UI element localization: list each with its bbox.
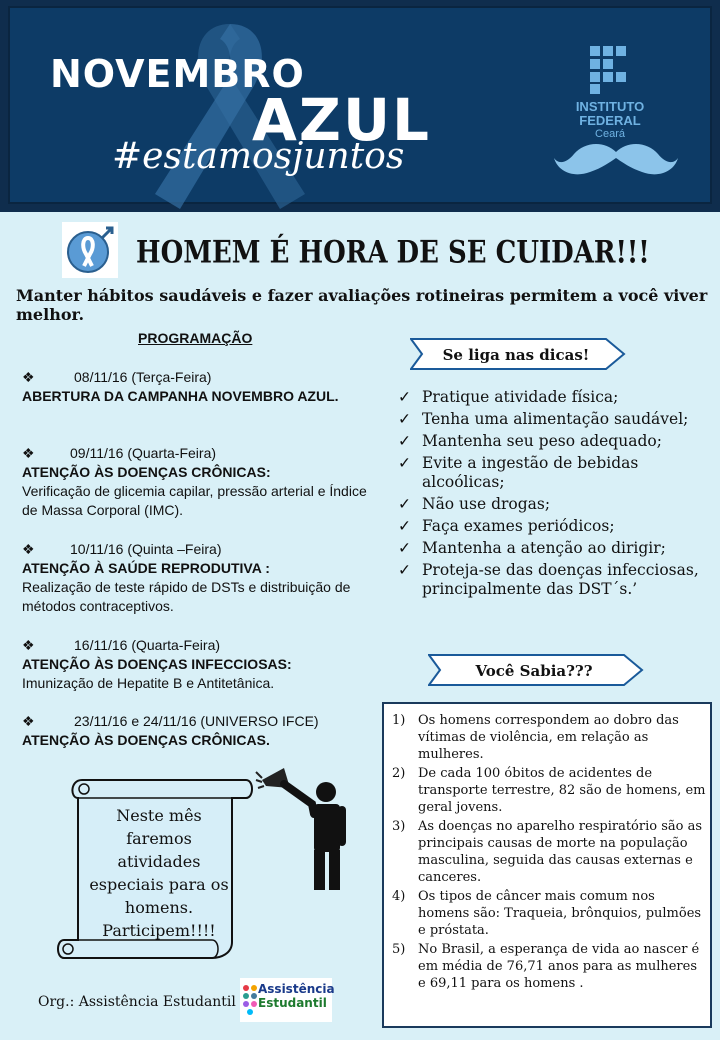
check-icon: ✓	[398, 517, 411, 535]
campaign-hashtag: #estamosjuntos	[112, 136, 405, 177]
schedule-event	[22, 444, 372, 520]
event-description: Imunização de Hepatite B e Antitetânica.	[22, 675, 275, 691]
fact-item: 4) Os tipos de câncer mais comum nos homens são: Traqueia, brônquios, pulmões e próstata.	[392, 889, 702, 938]
bullet-icon: ❖	[22, 713, 35, 729]
event-title: ATENÇÃO ÀS DOENÇAS INFECCIOSAS:	[22, 656, 292, 672]
bullet-icon: ❖	[22, 541, 35, 557]
fact-item: 1) Os homens correspondem ao dobro das vítimas de violência, em relação as mulheres.	[392, 713, 679, 762]
bullet-icon: ❖	[22, 637, 35, 653]
check-icon: ✓	[398, 561, 411, 579]
mustache-icon	[554, 140, 678, 180]
assistencia-estudantil-text: Assistência Estudantil	[258, 982, 335, 1010]
institute-name: INSTITUTO FEDERAL	[575, 99, 645, 128]
event-title: ABERTURA DA CAMPANHA NOVEMBRO AZUL.	[22, 388, 339, 404]
tips-title: Se liga nas dicas!	[442, 346, 590, 364]
schedule-event	[22, 540, 372, 616]
fact-item: 2) De cada 100 óbitos de acidentes de transporte terrestre, 82 são de homens, em geral jovens.	[392, 766, 706, 815]
event-description: Realização de teste rápido de DSTs e distribuição de métodos contraceptivos.	[22, 579, 351, 614]
schedule-event	[22, 368, 372, 406]
check-icon: ✓	[398, 495, 411, 513]
event-date: 09/11/16 (Quarta-Feira)	[70, 445, 217, 461]
tip-item: ✓ Faça exames periódicos;	[398, 517, 615, 535]
tips-title-arrow	[410, 338, 626, 370]
organizer-credit: Org.: Assistência Estudantil	[38, 994, 236, 1010]
check-icon: ✓	[398, 432, 411, 450]
subheadline: Manter hábitos saudáveis e fazer avaliações rotineiras permitem a você viver melhor.	[16, 286, 708, 324]
bullet-icon: ❖	[22, 369, 35, 385]
check-icon: ✓	[398, 539, 411, 557]
megaphone-person-icon	[254, 762, 354, 892]
fact-item: 5) No Brasil, a esperança de vida ao nascer é em média de 76,71 anos para as mulheres e 69,11 para os homens .	[392, 942, 700, 991]
facts-box	[382, 702, 712, 1028]
event-date: 23/11/16 e 24/11/16 (UNIVERSO IFCE)	[74, 713, 319, 729]
campaign-title-line2: AZUL	[252, 86, 431, 154]
event-title: ATENÇÃO À SAÚDE REPRODUTIVA :	[22, 560, 270, 576]
check-icon: ✓	[398, 454, 411, 472]
tip-item: ✓ Evite a ingestão de bebidas alcoólicas;	[398, 454, 639, 491]
tip-item: ✓ Não use drogas;	[398, 495, 551, 513]
facts-title: Você Sabia???	[475, 662, 593, 680]
colored-dots-icon	[242, 984, 258, 1016]
schedule-title: PROGRAMAÇÃO	[138, 330, 253, 346]
banner	[0, 0, 720, 212]
tip-item: ✓ Mantenha seu peso adequado;	[398, 432, 662, 450]
schedule-event	[22, 636, 372, 693]
bullet-icon: ❖	[22, 445, 35, 461]
tip-item: ✓ Mantenha a atenção ao dirigir;	[398, 539, 666, 557]
headline: HOMEM É HORA DE SE CUIDAR!!!	[136, 235, 650, 271]
ifce-logo-icon	[590, 46, 630, 94]
event-title: ATENÇÃO ÀS DOENÇAS CRÔNICAS.	[22, 732, 270, 748]
event-title: ATENÇÃO ÀS DOENÇAS CRÔNICAS:	[22, 464, 271, 480]
scroll-message: Neste mês faremos atividades especiais para os homens. Participem!!!!	[89, 806, 229, 940]
campaign-title-line1: NOVEMBRO	[50, 52, 305, 96]
fact-item: 3) As doenças no aparelho respiratório são as principais causas de morte na população masculina, seguida das causas externas e canceres.	[392, 819, 703, 885]
facts-list	[392, 712, 706, 994]
institute-campus: Ceará	[595, 128, 625, 140]
facts-title-arrow	[428, 654, 644, 686]
check-icon: ✓	[398, 388, 411, 406]
check-icon: ✓	[398, 410, 411, 428]
event-date: 10/11/16 (Quinta –Feira)	[70, 541, 222, 557]
event-description: Verificação de glicemia capilar, pressão arterial e Índice de Massa Corporal (IMC).	[22, 483, 367, 518]
tips-list	[398, 388, 716, 602]
tip-item: ✓ Proteja-se das doenças infecciosas, principalmente das DST´s.’	[398, 561, 699, 598]
event-date: 16/11/16 (Quarta-Feira)	[74, 637, 221, 653]
schedule-event	[22, 712, 372, 750]
tip-item: ✓ Tenha uma alimentação saudável;	[398, 410, 689, 428]
tip-item: ✓ Pratique atividade física;	[398, 388, 619, 406]
event-date: 08/11/16 (Terça-Feira)	[74, 369, 212, 385]
